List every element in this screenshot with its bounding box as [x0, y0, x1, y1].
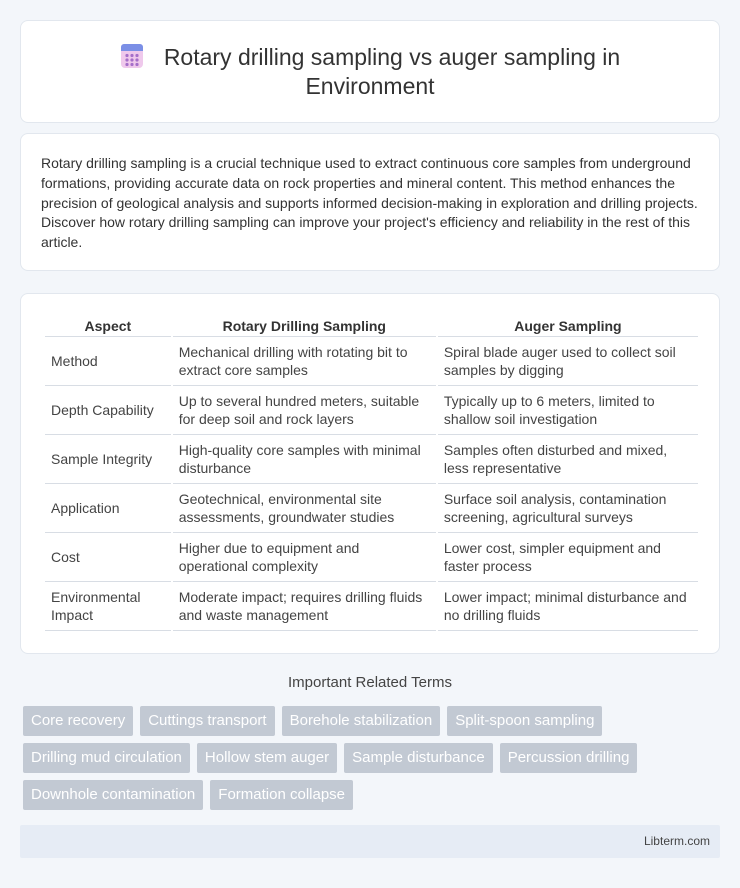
aspect-cell: Depth Capability — [45, 386, 171, 435]
rotary-cell: Up to several hundred meters, suitable for deep soil and rock layers — [173, 386, 436, 435]
aspect-cell: Method — [45, 337, 171, 386]
header-auger: Auger Sampling — [438, 312, 698, 337]
title-card — [20, 20, 720, 123]
related-term-tag[interactable]: Formation collapse — [210, 780, 353, 810]
rotary-cell: High-quality core samples with minimal disturbance — [173, 435, 436, 484]
related-term-tag[interactable]: Sample disturbance — [344, 743, 493, 773]
related-term-tag[interactable]: Downhole contamination — [23, 780, 203, 810]
auger-cell: Surface soil analysis, contamination screening, agricultural surveys — [438, 484, 698, 533]
table-row — [45, 533, 698, 582]
auger-cell: Lower impact; minimal disturbance and no drilling fluids — [438, 582, 698, 631]
header-aspect: Aspect — [45, 312, 171, 337]
rotary-cell: Moderate impact; requires drilling fluids and waste management — [173, 582, 436, 631]
intro-paragraph: Rotary drilling sampling is a crucial technique used to extract continuous core samples from underground formations, providing accurate data on rock properties and mineral content. This method enhances the precision of geological analysis and supports informed decision-making in exploration and drilling projects. Discover how rotary drilling sampling can improve your project's efficiency and reliability in the rest of this article. — [41, 155, 698, 251]
related-term-tag[interactable]: Percussion drilling — [500, 743, 638, 773]
related-term-tag[interactable]: Core recovery — [23, 706, 133, 736]
rotary-cell: Higher due to equipment and operational complexity — [173, 533, 436, 582]
page-title-text: Rotary drilling sampling vs auger sampling in Environment — [163, 43, 621, 99]
aspect-cell: Environmental Impact — [45, 582, 171, 631]
related-terms-title: Important Related Terms — [288, 674, 452, 691]
auger-cell: Samples often disturbed and mixed, less representative — [438, 435, 698, 484]
aspect-cell: Cost — [45, 533, 171, 582]
rotary-cell: Mechanical drilling with rotating bit to extract core samples — [173, 337, 436, 386]
comparison-card — [20, 293, 720, 654]
intro-card — [20, 133, 720, 271]
calculator-icon — [120, 43, 144, 69]
related-term-tag[interactable]: Split-spoon sampling — [447, 706, 602, 736]
footer — [20, 825, 720, 858]
table-header-row — [45, 312, 698, 337]
table-row — [45, 582, 698, 631]
auger-cell: Typically up to 6 meters, limited to shallow soil investigation — [438, 386, 698, 435]
related-term-tag[interactable]: Cuttings transport — [140, 706, 274, 736]
table-row — [45, 337, 698, 386]
page-title — [81, 43, 659, 101]
footer-site-link[interactable]: Libterm.com — [643, 834, 710, 848]
table-row — [45, 386, 698, 435]
aspect-cell: Application — [45, 484, 171, 533]
table-row — [45, 435, 698, 484]
rotary-cell: Geotechnical, environmental site assessments, groundwater studies — [173, 484, 436, 533]
auger-cell: Lower cost, simpler equipment and faster process — [438, 533, 698, 582]
related-term-tag[interactable]: Drilling mud circulation — [23, 743, 190, 773]
related-terms-list — [23, 706, 723, 817]
related-term-tag[interactable]: Hollow stem auger — [197, 743, 337, 773]
comparison-table — [43, 312, 700, 631]
related-term-tag[interactable]: Borehole stabilization — [282, 706, 441, 736]
header-rotary: Rotary Drilling Sampling — [173, 312, 436, 337]
table-row — [45, 484, 698, 533]
aspect-cell: Sample Integrity — [45, 435, 171, 484]
auger-cell: Spiral blade auger used to collect soil samples by digging — [438, 337, 698, 386]
